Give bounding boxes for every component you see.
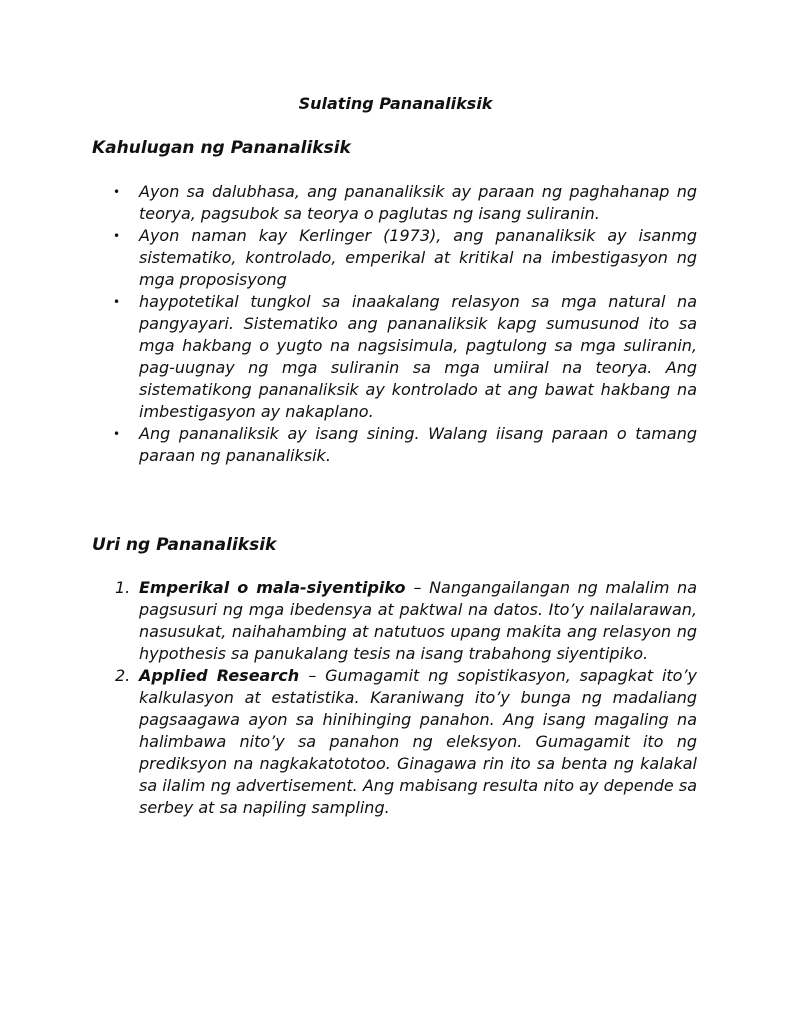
bullet-marker: •	[113, 229, 121, 243]
bullet-marker: •	[113, 427, 121, 441]
list-number: 2.	[115, 666, 131, 685]
bullet-marker: •	[113, 185, 121, 199]
research-type-term: Emperikal o mala-siyentipiko	[139, 578, 414, 597]
list-item	[0, 181, 697, 225]
section-heading-kahulugan: Kahulugan ng Pananaliksik	[92, 138, 351, 158]
list-item	[0, 225, 697, 291]
bullet-marker: •	[113, 295, 121, 309]
list-number: 1.	[115, 578, 131, 597]
bullet-text: Ang pananaliksik ay isang sining. Walang iisang paraan o tamang paraan ng pananaliksik.	[139, 424, 697, 465]
research-type-description: – Gumagamit ng sopistikasyon, sapagkat ito’y kalkulasyon at estatistika. Karaniwang ito’y bunga ng madaliang pagsaagawa ayon sa hinihinging panahon. Ang isang magaling na halimbawa nito’y sa panahon ng eleksyon. Gumagamit ito ng prediksyon na nagkakatototoo. Ginagawa rin ito sa benta ng kalakal sa ilalim ng advertisement. Ang mabisang resulta nito ay depende sa serbey at sa napiling sampling.	[139, 666, 698, 817]
research-type-description: – Nangangailangan ng malalim na pagsusuri ng mga ibedensya at paktwal na datos. Ito’y nailalarawan, nasusukat, naihahambing at natutuos upang makita ang relasyon ng hypothesis sa panukalang tesis na isang trabahong siyentipiko.	[139, 578, 697, 663]
definition-bullet-list	[0, 181, 697, 467]
list-item	[0, 665, 697, 819]
bullet-text: Ayon naman kay Kerlinger (1973), ang pananaliksik ay isanmg sistematiko, kontrolado, emperikal at kritikal na imbestigasyon ng mga proposisyong	[139, 226, 697, 289]
bullet-text: Ayon sa dalubhasa, ang pananaliksik ay paraan ng paghahanap ng teorya, pagsubok sa teorya o paglutas ng isang suliranin.	[139, 182, 697, 223]
list-item	[0, 291, 697, 423]
document-title: Sulating Pananaliksik	[298, 94, 493, 113]
bullet-text: haypotetikal tungkol sa inaakalang relasyon sa mga natural na pangyayari. Sistematiko ang pananaliksik kapg sumusunod ito sa mga hakbang o yugto na nagsisimula, pagtulong sa mga suliranin, pag-uugnay ng mga suliranin sa mga umiiral na teorya. Ang sistematikong pananaliksik ay kontrolado at ang bawat hakbang na imbestigasyon ay nakaplano.	[139, 292, 697, 421]
section-heading-uri: Uri ng Pananaliksik	[92, 535, 277, 555]
list-item	[0, 423, 697, 467]
types-numbered-list	[0, 577, 697, 819]
research-type-term: Applied Research	[139, 666, 309, 685]
list-item	[0, 577, 697, 665]
